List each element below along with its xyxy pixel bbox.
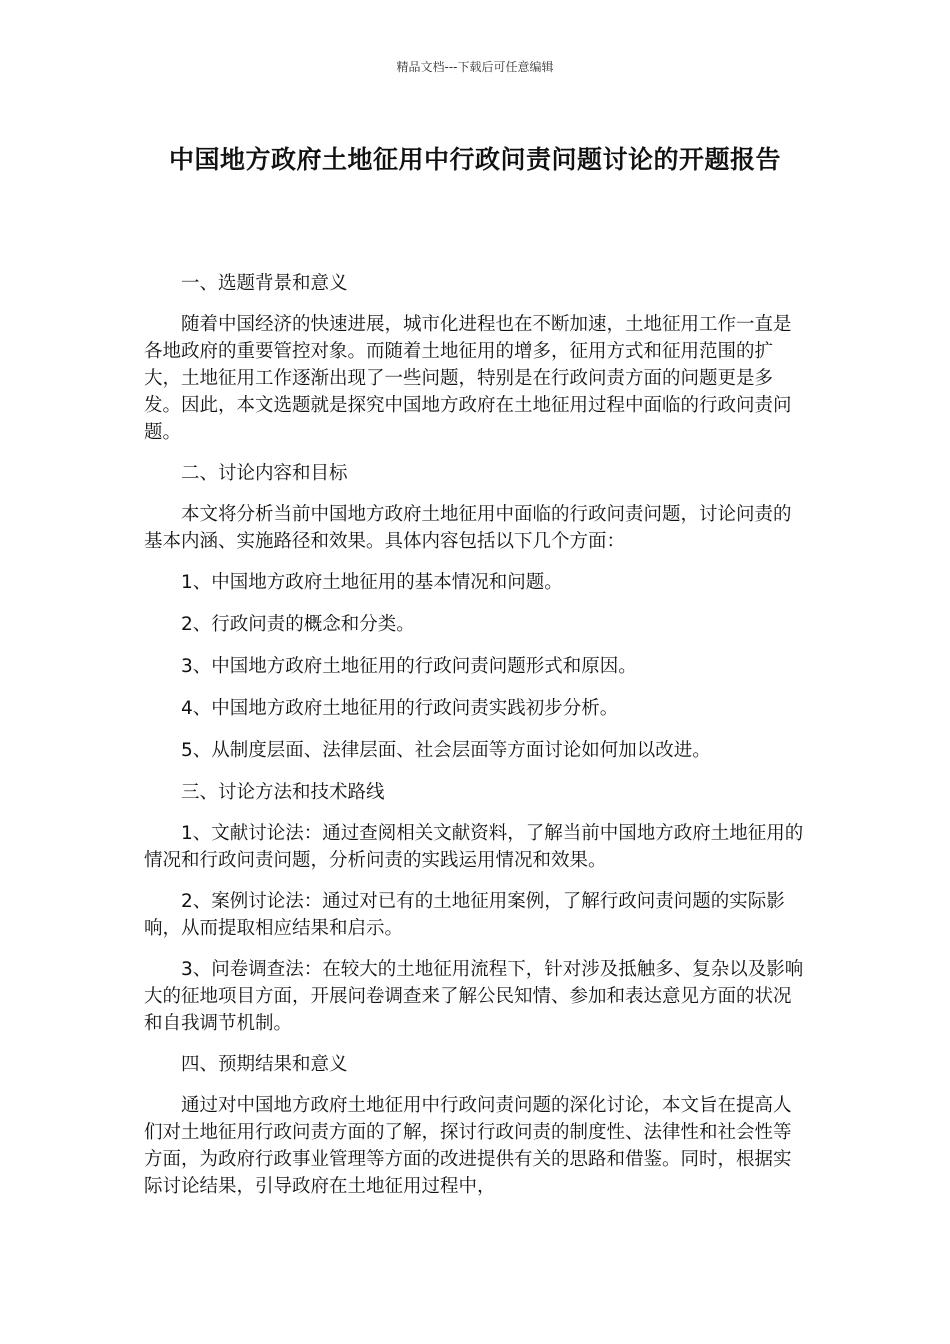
section-heading-expected-results: 四、预期结果和意义 bbox=[181, 1054, 348, 1075]
list-item: 2、行政问责的概念和分类。 bbox=[181, 614, 415, 635]
paragraph-background: 随着中国经济的快速进展，城市化进程也在不断加速，土地征用工作一直是各地政府的重要管控对象。而随着土地征用的增多，征用方式和征用范围的扩大，土地征用工作逐渐出现了一些问题，特别是在行政问责方面的问题更是多发。因此，本文选题就是探究中国地方政府在土地征用过程中面临的行政问责问题。 bbox=[144, 314, 792, 443]
list-item: 5、从制度层面、法律层面、社会层面等方面讨论如何加以改进。 bbox=[181, 740, 711, 761]
section-heading-background: 一、选题背景和意义 bbox=[181, 273, 348, 294]
paragraph-content-intro: 本文将分析当前中国地方政府土地征用中面临的行政问责问题，讨论问责的基本内涵、实施路径和效果。具体内容包括以下几个方面： bbox=[144, 504, 792, 552]
list-item: 4、中国地方政府土地征用的行政问责实践初步分析。 bbox=[181, 698, 619, 719]
document-body bbox=[144, 270, 806, 1214]
section-heading-methods: 三、讨论方法和技术路线 bbox=[181, 782, 385, 803]
paragraph-method-survey: 3、问卷调查法：在较大的土地征用流程下，针对涉及抵触多、复杂以及影响大的征地项目方面，开展问卷调查来了解公民知情、参加和表达意见方面的状况和自我调节机制。 bbox=[144, 959, 804, 1034]
paragraph-method-case: 2、案例讨论法：通过对已有的土地征用案例，了解行政问责问题的实际影响，从而提取相应结果和启示。 bbox=[144, 891, 785, 939]
list-item: 3、中国地方政府土地征用的行政问责问题形式和原因。 bbox=[181, 656, 637, 677]
section-heading-content: 二、讨论内容和目标 bbox=[181, 463, 348, 484]
paragraph-method-literature: 1、文献讨论法：通过查阅相关文献资料，了解当前中国地方政府土地征用的情况和行政问责问题，分析问责的实践运用情况和效果。 bbox=[144, 823, 804, 871]
header-note: 精品文档---下载后可任意编辑 bbox=[396, 60, 554, 74]
paragraph-expected-results: 通过对中国地方政府土地征用中行政问责问题的深化讨论，本文旨在提高人们对土地征用行政问责方面的了解，探讨行政问责的制度性、法律性和社会性等方面，为政府行政事业管理等方面的改进提供有关的思路和借鉴。同时，根据实际讨论结果，引导政府在土地征用过程中， bbox=[144, 1095, 792, 1197]
list-item: 1、中国地方政府土地征用的基本情况和问题。 bbox=[181, 572, 563, 593]
document-title: 中国地方政府土地征用中行政问责问题讨论的开题报告 bbox=[168, 145, 781, 174]
